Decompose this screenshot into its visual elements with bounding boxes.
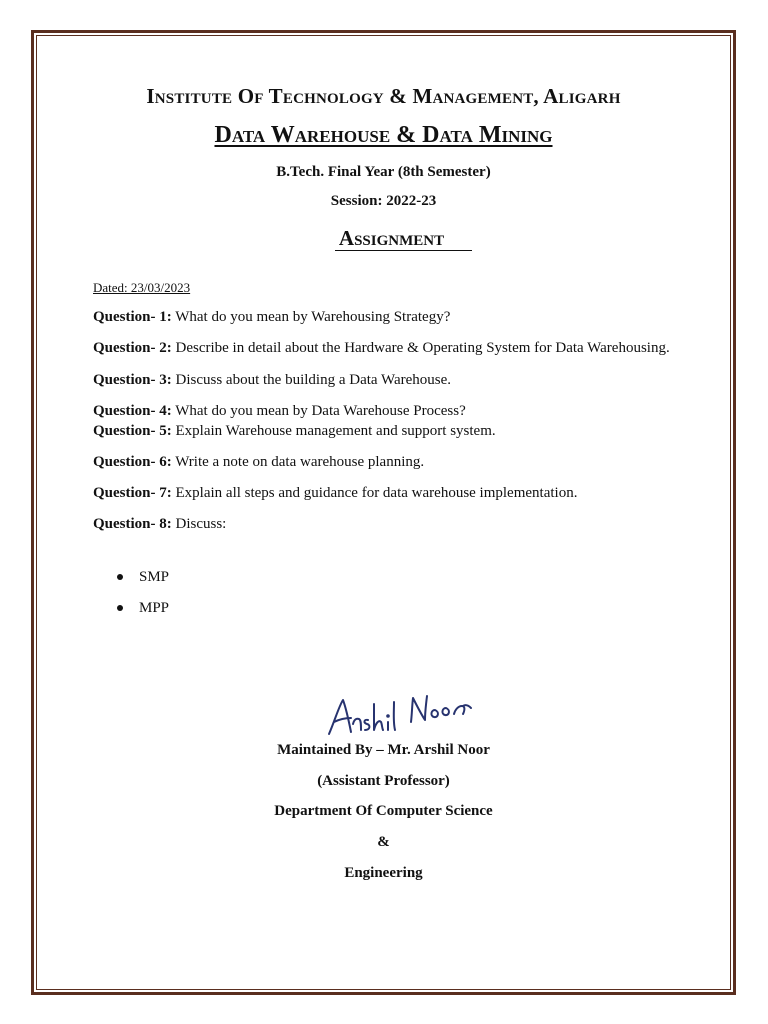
question-7 [93, 483, 693, 503]
question-label: Question- 4: [93, 403, 172, 419]
document-content [37, 36, 730, 989]
question-label: Question- 7: [93, 485, 172, 501]
bullet-dot-icon [117, 605, 123, 611]
question-label: Question- 5: [93, 423, 172, 439]
question-label: Question- 3: [93, 372, 172, 388]
bullet-item [115, 567, 169, 598]
question-text: What do you mean by Warehousing Strategy? [175, 309, 451, 325]
question-text: Discuss: [175, 516, 227, 532]
question-1 [93, 307, 693, 327]
session-label: Session: 2022-23 [330, 193, 437, 209]
bullet-item [115, 598, 169, 629]
bullet-text: SMP [139, 569, 170, 585]
question-label: Question- 1: [93, 309, 172, 325]
question-5 [93, 421, 693, 441]
assignment-heading: Assignment [335, 226, 472, 251]
handwritten-signature [321, 684, 481, 742]
assignment-heading-wrap [37, 226, 730, 251]
question-2 [93, 338, 693, 358]
designation: (Assistant Professor) [317, 773, 450, 789]
question-text: Write a note on data warehouse planning. [175, 454, 425, 470]
discuss-bullet-list [115, 567, 169, 629]
institute-name: Institute Of Technology & Management, Aligarh [146, 84, 621, 108]
question-label: Question- 8: [93, 516, 172, 532]
question-text: Explain all steps and guidance for data warehouse implementation. [175, 485, 578, 501]
question-6 [93, 452, 693, 472]
question-list [93, 307, 693, 534]
question-text: What do you mean by Data Warehouse Process? [175, 403, 466, 419]
question-text: Explain Warehouse management and support system. [175, 423, 496, 439]
department: Department Of Computer Science [274, 803, 493, 819]
question-8 [93, 514, 693, 534]
ampersand: & [377, 834, 390, 850]
course-year: B.Tech. Final Year (8th Semester) [276, 164, 491, 180]
subject-title: Data Warehouse & Data Mining [214, 122, 553, 148]
question-4 [93, 401, 693, 421]
dated-label: Dated: 23/03/2023 [93, 280, 191, 295]
question-label: Question- 6: [93, 454, 172, 470]
bullet-dot-icon [117, 574, 123, 580]
bullet-text: MPP [139, 600, 170, 616]
maintained-by: Maintained By – Mr. Arshil Noor [277, 742, 490, 758]
engineering: Engineering [344, 865, 423, 881]
question-text: Describe in detail about the Hardware & Operating System for Data Warehousing. [175, 340, 670, 356]
question-text: Discuss about the building a Data Warehouse. [175, 372, 452, 388]
question-3 [93, 370, 693, 390]
question-label: Question- 2: [93, 340, 172, 356]
